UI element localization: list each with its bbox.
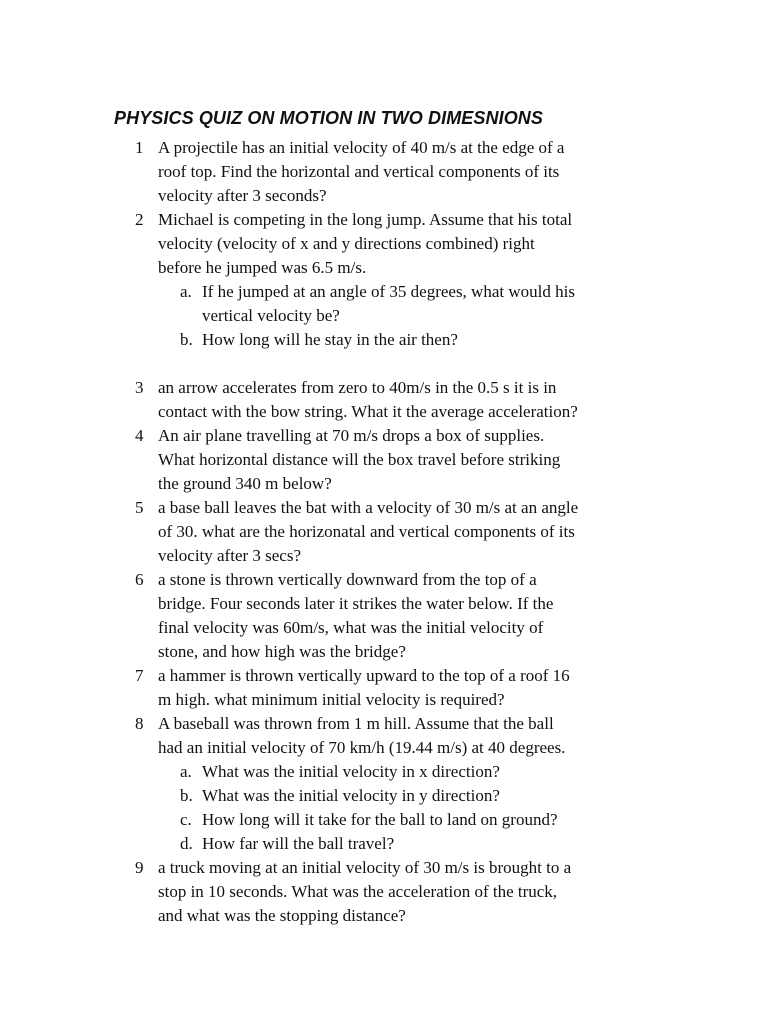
question-number: 8 xyxy=(135,714,144,733)
sub-question-letter: a. xyxy=(180,762,192,781)
question-number: 9 xyxy=(135,858,144,877)
question-text-line: bridge. Four seconds later it strikes the water below. If the xyxy=(158,594,554,613)
sub-question-text-line: If he jumped at an angle of 35 degrees, what would his xyxy=(202,282,575,301)
question-text-line: and what was the stopping distance? xyxy=(158,906,406,925)
question-text-line: velocity after 3 secs? xyxy=(158,546,302,565)
sub-question-letter: b. xyxy=(180,330,193,349)
question-text-line: velocity (velocity of x and y directions combined) right xyxy=(158,234,535,253)
question-item xyxy=(0,712,658,856)
question-text-line: a truck moving at an initial velocity of 30 m/s is brought to a xyxy=(158,858,572,877)
sub-question-text-line: What was the initial velocity in y direction? xyxy=(202,786,500,805)
question-text-line: had an initial velocity of 70 km/h (19.44 m/s) at 40 degrees. xyxy=(158,738,566,757)
question-text-line: the ground 340 m below? xyxy=(158,474,332,493)
sub-question-item xyxy=(158,832,658,856)
question-text-line: An air plane travelling at 70 m/s drops a box of supplies. xyxy=(158,426,545,445)
question-item xyxy=(0,376,658,424)
sub-question-letter: d. xyxy=(180,834,193,853)
question-number: 3 xyxy=(135,378,144,397)
question-text-line: roof top. Find the horizontal and vertical components of its xyxy=(158,162,560,181)
question-item xyxy=(0,424,658,496)
question-text-line: stop in 10 seconds. What was the acceleration of the truck, xyxy=(158,882,558,901)
question-text-line: What horizontal distance will the box travel before striking xyxy=(158,450,561,469)
question-text-line: contact with the bow string. What it the average acceleration? xyxy=(158,402,578,421)
question-text-line: an arrow accelerates from zero to 40m/s in the 0.5 s it is in xyxy=(158,378,557,397)
sub-question-letter: c. xyxy=(180,810,192,829)
sub-question-item xyxy=(158,808,658,832)
sub-question-letter: b. xyxy=(180,786,193,805)
question-text-line: of 30. what are the horizonatal and vertical components of its xyxy=(158,522,575,541)
sub-question-item xyxy=(158,784,658,808)
question-text-line: m high. what minimum initial velocity is required? xyxy=(158,690,505,709)
question-item xyxy=(0,136,658,208)
question-number: 7 xyxy=(135,666,144,685)
question-number: 6 xyxy=(135,570,144,589)
question-item xyxy=(0,856,658,928)
sub-question-item xyxy=(158,760,658,784)
page-title: PHYSICS QUIZ ON MOTION IN TWO DIMESNIONS xyxy=(114,108,544,128)
sub-question-item xyxy=(158,280,658,328)
question-number: 1 xyxy=(135,138,144,157)
question-text-line: Michael is competing in the long jump. Assume that his total xyxy=(158,210,573,229)
question-number: 5 xyxy=(135,498,144,517)
question-text-line: a hammer is thrown vertically upward to the top of a roof 16 xyxy=(158,666,570,685)
question-text-line: final velocity was 60m/s, what was the initial velocity of xyxy=(158,618,544,637)
question-text-line: velocity after 3 seconds? xyxy=(158,186,327,205)
question-text-line: A baseball was thrown from 1 m hill. Assume that the ball xyxy=(158,714,554,733)
question-text-line: a base ball leaves the bat with a velocity of 30 m/s at an angle xyxy=(158,498,579,517)
sub-question-text-line: How long will it take for the ball to land on ground? xyxy=(202,810,558,829)
question-number: 4 xyxy=(135,426,144,445)
question-item xyxy=(0,664,658,712)
question-number: 2 xyxy=(135,210,144,229)
question-item xyxy=(0,496,658,568)
question-text-line: stone, and how high was the bridge? xyxy=(158,642,406,661)
sub-question-text-line: How far will the ball travel? xyxy=(202,834,395,853)
sub-question-text-line: What was the initial velocity in x direction? xyxy=(202,762,500,781)
question-text-line: before he jumped was 6.5 m/s. xyxy=(158,258,367,277)
question-text-line: A projectile has an initial velocity of 40 m/s at the edge of a xyxy=(158,138,565,157)
question-item xyxy=(0,208,658,352)
sub-question-text-line: vertical velocity be? xyxy=(202,306,340,325)
sub-question-item xyxy=(158,328,658,352)
question-text-line: a stone is thrown vertically downward from the top of a xyxy=(158,570,537,589)
sub-question-text-line: How long will he stay in the air then? xyxy=(202,330,458,349)
question-list xyxy=(0,136,768,928)
sub-question-letter: a. xyxy=(180,282,192,301)
question-item xyxy=(0,568,658,664)
